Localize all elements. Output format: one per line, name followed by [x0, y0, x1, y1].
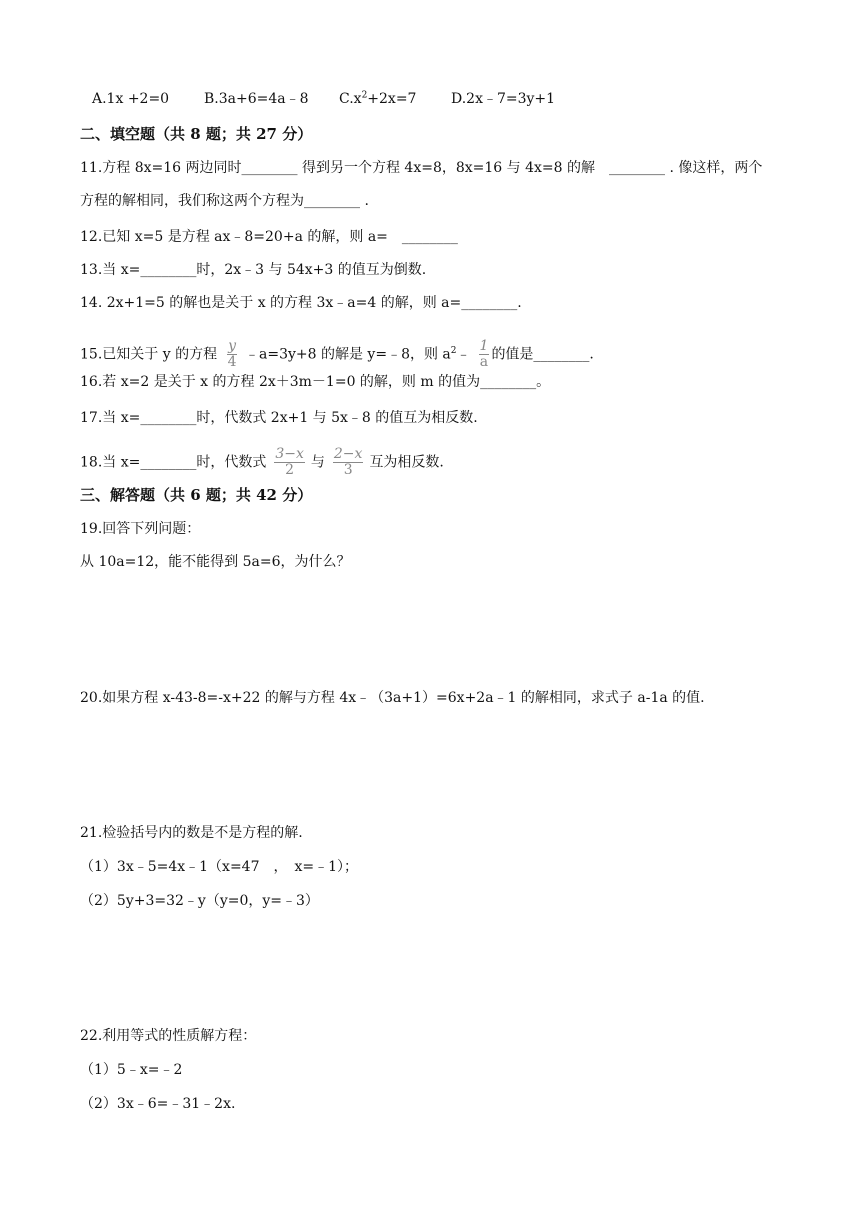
option-a: A.1x +2=0	[92, 91, 170, 107]
question-21-part1: （1）3x﹣5=4x﹣1（x=47 ， x=﹣1）；	[80, 859, 359, 875]
question-11-line1: 11.方程 8x=16 两边同时________ 得到另一个方程 4x=8，8x=16 与 4x=8 的解 ________ . 像这样，两个	[80, 160, 763, 176]
question-11-line2: 方程的解相同，我们称这两个方程为________ .	[80, 193, 369, 209]
question-14: 14. 2x+1=5 的解也是关于 x 的方程 3x﹣a=4 的解，则 a=________.	[80, 295, 522, 311]
fraction-2-minus-x-over-3: $\frac{2-x}{3}$	[333, 446, 363, 478]
fraction-y-over-4: $\frac{y}{4}$	[227, 338, 237, 370]
question-17: 17.当 x=________时，代数式 2x+1 与 5x﹣8 的值互为相反数.	[80, 410, 478, 426]
section-title-answer: 三、解答题（共 6 题；共 42 分）	[80, 486, 313, 504]
question-12: 12.已知 x=5 是方程 ax﹣8=20+a 的解，则 a= ________	[80, 229, 458, 245]
question-19-line1: 19.回答下列问题：	[80, 521, 201, 537]
question-20: 20.如果方程 x-43-8=-x+22 的解与方程 4x﹣（3a+1）=6x+2a﹣1 的解相同，求式子 a-1a 的值.	[80, 690, 705, 706]
section-title-fill-blank: 二、填空题（共 8 题；共 27 分）	[80, 125, 313, 143]
question-22-part1: （1）5﹣x=﹣2	[80, 1062, 183, 1078]
question-19-line2: 从 10a=12，能不能得到 5a=6，为什么？	[80, 554, 351, 570]
question-22-part2: （2）3x﹣6=﹣31﹣2x.	[80, 1096, 236, 1112]
question-16: 16.若 x=2 是关于 x 的方程 2x＋3m－1=0 的解，则 m 的值为________。	[80, 374, 551, 390]
option-b: B.3a+6=4a﹣8	[204, 91, 309, 107]
question-21-part2: （2）5y+3=32﹣y（y=0，y=﹣3）	[80, 893, 319, 909]
fraction-3-minus-x-over-2: $\frac{3-x}{2}$	[275, 446, 304, 478]
question-18: 18.当 x=________时，代数式 $\frac{3-x}{2}$ 与 $\frac{2-x}{3}$ 互为相反数.	[80, 446, 444, 478]
question-22-line1: 22.利用等式的性质解方程：	[80, 1028, 257, 1044]
question-13: 13.当 x=________时，2x﹣3 与 54x+3 的值互为倒数.	[80, 262, 427, 278]
option-c: $C.x^2+2x=7$	[339, 90, 417, 107]
q10-options	[92, 89, 555, 109]
fraction-1-over-a: $\frac{1}{a}$	[479, 338, 489, 370]
option-d: D.2x﹣7=3y+1	[451, 91, 556, 107]
question-15: 15.已知关于 y 的方程 $\frac{y}{4}$ ﹣a=3y+8 的解是 y=﹣8，则 $a^2﹣$ $\frac{1}{a}$ 的值是________.	[80, 338, 594, 370]
question-21-line1: 21.检验括号内的数是不是方程的解.	[80, 825, 303, 841]
